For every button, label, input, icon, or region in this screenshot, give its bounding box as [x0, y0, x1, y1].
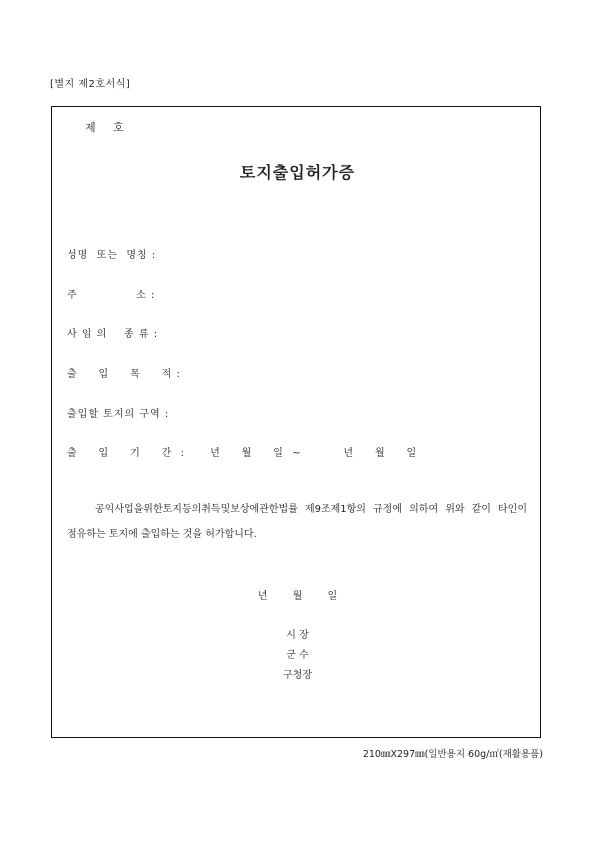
- field-name: 성명 또는 명칭 :: [67, 250, 157, 261]
- signatory-district-head: 구청장: [283, 670, 312, 681]
- signatory-mayor: 시 장: [286, 630, 309, 641]
- field-land-area: 출입할 토지의 구역 :: [67, 409, 170, 420]
- document-number: 제 호: [85, 121, 124, 134]
- document-frame: [51, 106, 541, 738]
- page-title: 토지출입허가증: [239, 163, 356, 182]
- field-purpose: 출 입 목 적 :: [67, 369, 181, 380]
- field-occupation: 사 임 의 종 류 :: [67, 329, 159, 340]
- issue-date: 년 월 일: [257, 591, 338, 602]
- field-period: 출 입 기 간 : 년 월 일 ~ 년 월 일: [67, 448, 418, 459]
- paper-spec-footer: 210㎜X297㎜(일반용지 60g/㎡(재활용품): [362, 749, 543, 760]
- form-label: [별지 제2호서식]: [50, 79, 131, 90]
- field-address: 주 소 :: [67, 290, 156, 301]
- signatory-county-head: 군 수: [286, 650, 309, 661]
- permission-statement: 공익사업을위한토지등의취득및보상에관한법률 제9조제1항의 규정에 의하여 위와 같이 타인이 점유하는 토지에 출입하는 것을 허가합니다.: [67, 504, 527, 540]
